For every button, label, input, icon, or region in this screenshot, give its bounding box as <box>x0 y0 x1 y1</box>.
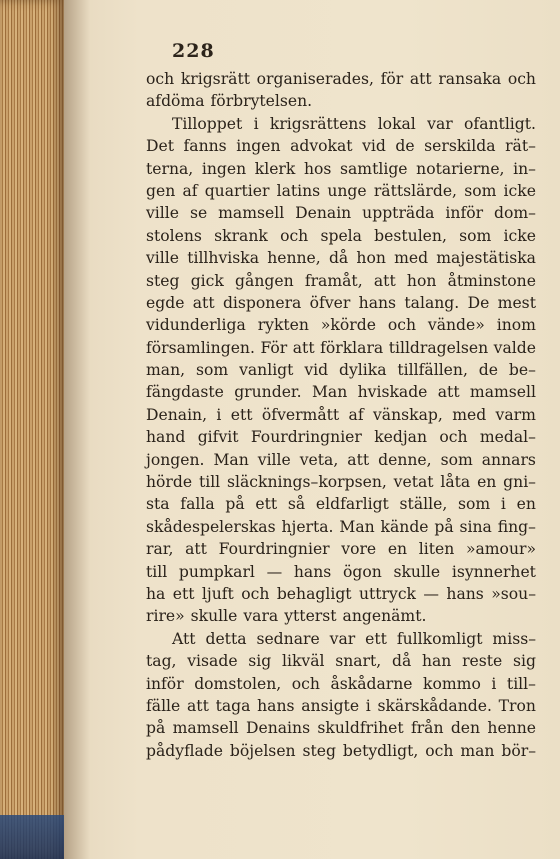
word: med <box>394 249 429 268</box>
word: hjerta. <box>281 517 334 536</box>
word: att <box>187 696 209 715</box>
word: ett <box>365 629 387 648</box>
word: sednare <box>256 629 320 648</box>
word: quartier <box>204 181 270 200</box>
word: pumpkarl <box>178 562 255 581</box>
word: de <box>478 361 499 380</box>
word: och <box>425 741 454 760</box>
word: ögon <box>342 562 382 581</box>
text-line <box>146 471 536 493</box>
word: skulle <box>393 562 441 581</box>
word: ansigte <box>301 696 360 715</box>
word: bestulen, <box>374 226 447 245</box>
word: steg <box>146 271 180 290</box>
word: bör– <box>501 741 536 760</box>
word: — <box>423 584 440 603</box>
text-line <box>146 135 536 157</box>
word: inom <box>496 316 536 335</box>
word: ett <box>230 405 253 424</box>
word: Fourdringnier <box>250 428 362 447</box>
word: till <box>146 562 168 581</box>
word: kände <box>380 517 429 536</box>
word: egde <box>146 293 185 312</box>
word: sta <box>146 495 170 514</box>
word: sig <box>512 652 536 671</box>
text-line <box>146 158 536 180</box>
word: i <box>365 696 371 715</box>
word: vid <box>362 137 386 156</box>
word: hon <box>406 271 437 290</box>
word: skådespelerskas <box>146 517 276 536</box>
word: »körde <box>320 316 376 335</box>
word: fing– <box>497 517 536 536</box>
word: talang. <box>404 293 460 312</box>
word: ransaka <box>438 70 502 88</box>
word: hand <box>146 428 186 447</box>
word: och <box>146 70 175 88</box>
word: den <box>450 719 481 738</box>
word: en <box>387 540 408 559</box>
word: Det <box>146 137 174 156</box>
word: en <box>477 473 497 492</box>
word: vetat <box>393 473 434 492</box>
word: valde <box>493 338 536 357</box>
word: till– <box>506 674 536 693</box>
word: och <box>280 226 309 245</box>
word: då <box>391 652 412 671</box>
word: vände» <box>427 316 485 335</box>
word: i <box>253 114 259 133</box>
word: och <box>387 316 416 335</box>
word: krigsrätt <box>180 70 250 88</box>
word: annars <box>481 450 536 469</box>
word: tilldragelsen <box>388 338 489 357</box>
gutter-shadow <box>64 0 90 859</box>
word: taga <box>215 696 251 715</box>
word: ville <box>146 204 179 223</box>
word: hans <box>358 293 397 312</box>
text-line <box>146 247 536 269</box>
word: detta <box>205 629 247 648</box>
word: på <box>146 719 166 738</box>
word: isynnerhet <box>451 562 536 581</box>
word: För <box>260 338 288 357</box>
word: vanligt <box>239 361 294 380</box>
word: miss– <box>492 629 536 648</box>
word: skuldfrihet <box>317 719 404 738</box>
word: låta <box>440 473 471 492</box>
word: behagligt <box>276 584 352 603</box>
word: krigsrättens <box>269 114 367 133</box>
word: af <box>348 405 364 424</box>
word: sig <box>248 652 272 671</box>
text-line <box>146 68 536 90</box>
word: henne <box>487 719 536 738</box>
word: att <box>192 293 215 312</box>
text-line <box>146 673 536 695</box>
word: liten <box>418 540 455 559</box>
word: var <box>427 114 453 133</box>
text-line <box>146 90 536 112</box>
word: med <box>452 405 487 424</box>
word: fälle <box>146 696 181 715</box>
word: varm <box>495 405 536 424</box>
word: denne, <box>378 450 432 469</box>
word: fanns <box>183 137 227 156</box>
word: de <box>395 137 415 156</box>
word: advokat <box>290 137 353 156</box>
word: förklara <box>320 338 384 357</box>
word: fullkomligt <box>396 629 483 648</box>
word: från <box>410 719 444 738</box>
book-edge <box>0 0 64 859</box>
word: snart, <box>335 652 382 671</box>
text-line <box>146 404 536 426</box>
word: Tron <box>498 696 536 715</box>
word: hviskade <box>357 383 428 402</box>
word: gifvit <box>197 428 239 447</box>
word: ingen <box>236 137 281 156</box>
word: rättslärde, <box>373 181 458 200</box>
text-line <box>146 113 536 135</box>
word: dylika <box>339 361 387 380</box>
word: åtminstone <box>447 271 536 290</box>
word: in– <box>513 159 536 178</box>
word: ha <box>146 584 166 603</box>
word: mamsell <box>469 383 536 402</box>
word: se <box>189 204 208 223</box>
word: afdöma <box>146 92 205 111</box>
word: visade <box>187 652 238 671</box>
book-cover-corner <box>0 815 64 859</box>
word: mamsell <box>218 204 285 223</box>
text-line <box>146 337 536 359</box>
word: han <box>421 652 452 671</box>
word: Man <box>213 450 249 469</box>
word: stolens <box>146 226 202 245</box>
word: böjelsen <box>229 741 296 760</box>
word: — <box>266 562 283 581</box>
page-number: 228 <box>172 40 215 62</box>
word: jongen. <box>146 450 205 469</box>
word: mest <box>497 293 536 312</box>
word: ville <box>257 450 291 469</box>
word: som <box>458 495 491 514</box>
word: släcknings–korpsen, <box>227 473 387 492</box>
word: gick <box>190 271 224 290</box>
text-line <box>146 359 536 381</box>
word: ett <box>172 584 195 603</box>
word: församlingen. <box>146 338 255 357</box>
text-line <box>146 381 536 403</box>
word: icke <box>503 181 536 200</box>
word: då <box>328 249 349 268</box>
word: och <box>439 428 468 447</box>
word: falla <box>180 495 215 514</box>
word: grunder. <box>234 383 302 402</box>
text-line <box>146 740 536 762</box>
word: medal– <box>479 428 536 447</box>
word: hos <box>303 159 332 178</box>
word: notarierne, <box>416 159 505 178</box>
word: i <box>500 495 506 514</box>
word: inför <box>146 674 184 693</box>
word: af <box>182 181 198 200</box>
text-line <box>146 449 536 471</box>
word: så <box>287 495 306 514</box>
word: unge <box>327 181 367 200</box>
text-line <box>146 516 536 538</box>
word: fängdaste <box>146 383 224 402</box>
word: kommo <box>423 674 481 693</box>
word: betydligt, <box>342 741 419 760</box>
word: att <box>292 338 315 357</box>
word: hans <box>446 584 484 603</box>
word: samtlige <box>340 159 408 178</box>
word: som <box>459 226 492 245</box>
word: som <box>464 181 497 200</box>
word: be– <box>508 361 536 380</box>
text-line <box>146 561 536 583</box>
word: ville <box>146 249 179 268</box>
text-line <box>146 225 536 247</box>
word: att <box>437 383 460 402</box>
word: att <box>347 450 370 469</box>
word: veta, <box>299 450 339 469</box>
word: serskilda <box>424 137 496 156</box>
word: vore <box>341 540 377 559</box>
word: »amour» <box>465 540 536 559</box>
word: De <box>467 293 490 312</box>
word: rar, <box>146 540 174 559</box>
text-line <box>146 605 536 627</box>
word: till <box>198 473 221 492</box>
word: Denain, <box>146 405 208 424</box>
word: kedjan <box>374 428 428 447</box>
word: organiserades, <box>256 70 374 88</box>
word: skärskådande. <box>377 696 492 715</box>
word: rät– <box>505 137 536 156</box>
word: tag, <box>146 652 177 671</box>
word: ofantligt. <box>464 114 536 133</box>
word: i <box>216 405 222 424</box>
word: man, <box>146 361 186 380</box>
word: gni– <box>503 473 536 492</box>
word: och <box>241 584 270 603</box>
word: klerk <box>254 159 296 178</box>
word: Fourdringnier <box>218 540 330 559</box>
word: hans <box>293 562 332 581</box>
word: att <box>373 271 396 290</box>
word: gen <box>146 181 176 200</box>
word: ett <box>255 495 278 514</box>
word: framåt, <box>304 271 363 290</box>
word: förbrytelsen. <box>210 92 313 111</box>
word: likväl <box>281 652 325 671</box>
text-line <box>146 202 536 224</box>
word: hans <box>257 696 295 715</box>
word: för <box>380 70 404 88</box>
word: åskådarne <box>330 674 413 693</box>
text-line <box>146 538 536 560</box>
word: Man <box>339 517 375 536</box>
word: ingen <box>201 159 247 178</box>
text-line <box>146 493 536 515</box>
text-line <box>146 717 536 739</box>
word: vänskap, <box>372 405 443 424</box>
word: »sou– <box>491 584 536 603</box>
word: henne, <box>267 249 321 268</box>
word: disponera <box>222 293 302 312</box>
word: Tilloppet <box>172 114 243 133</box>
text-line <box>146 270 536 292</box>
word: en <box>516 495 536 514</box>
word: lokal <box>377 114 416 133</box>
body-text <box>146 68 536 762</box>
text-line <box>146 314 536 336</box>
word: Denains <box>245 719 311 738</box>
word: öfvermått <box>261 405 340 424</box>
word: icke <box>503 226 536 245</box>
word: gången <box>235 271 294 290</box>
word: reste <box>462 652 503 671</box>
word: på <box>434 517 454 536</box>
word: spela <box>320 226 362 245</box>
word: som <box>440 450 473 469</box>
word: angenämt. <box>342 607 427 626</box>
word: Att <box>172 629 196 648</box>
word: sina <box>459 517 492 536</box>
word: dom– <box>494 204 536 223</box>
word: ställe, <box>399 495 448 514</box>
word: domstolen, <box>194 674 282 693</box>
text-line <box>146 628 536 650</box>
word: uppträda <box>362 204 435 223</box>
word: öfver <box>309 293 351 312</box>
word: var <box>329 629 356 648</box>
word: och <box>291 674 320 693</box>
word: uttryck <box>358 584 417 603</box>
text-line <box>146 650 536 672</box>
word: i <box>491 674 497 693</box>
text-line <box>146 292 536 314</box>
word: man <box>460 741 495 760</box>
word: på <box>225 495 245 514</box>
text-line <box>146 695 536 717</box>
word: majestätiska <box>436 249 536 268</box>
word: skrank <box>214 226 268 245</box>
word: som <box>195 361 229 380</box>
word: ljuft <box>201 584 234 603</box>
word: pådyflade <box>146 741 223 760</box>
word: rykten <box>257 316 309 335</box>
word: hörde <box>146 473 193 492</box>
word: ytterst <box>284 607 337 626</box>
word: vara <box>243 607 279 626</box>
word: hon <box>356 249 386 268</box>
word: latins <box>276 181 321 200</box>
word: vid <box>304 361 329 380</box>
word: vidunderliga <box>146 316 246 335</box>
word: rire» <box>146 607 185 626</box>
word: inför <box>445 204 484 223</box>
word: tillhviska <box>187 249 260 268</box>
text-line <box>146 583 536 605</box>
word: terna, <box>146 159 194 178</box>
word: tillfällen, <box>397 361 468 380</box>
word: och <box>507 70 536 88</box>
word: skulle <box>190 607 238 626</box>
word: att <box>409 70 432 88</box>
text-line <box>146 426 536 448</box>
word: steg <box>302 741 336 760</box>
word: mamsell <box>172 719 239 738</box>
word: Denain <box>295 204 352 223</box>
word: att <box>185 540 207 559</box>
text-line <box>146 180 536 202</box>
word: eldfarligt <box>315 495 389 514</box>
word: Man <box>311 383 348 402</box>
